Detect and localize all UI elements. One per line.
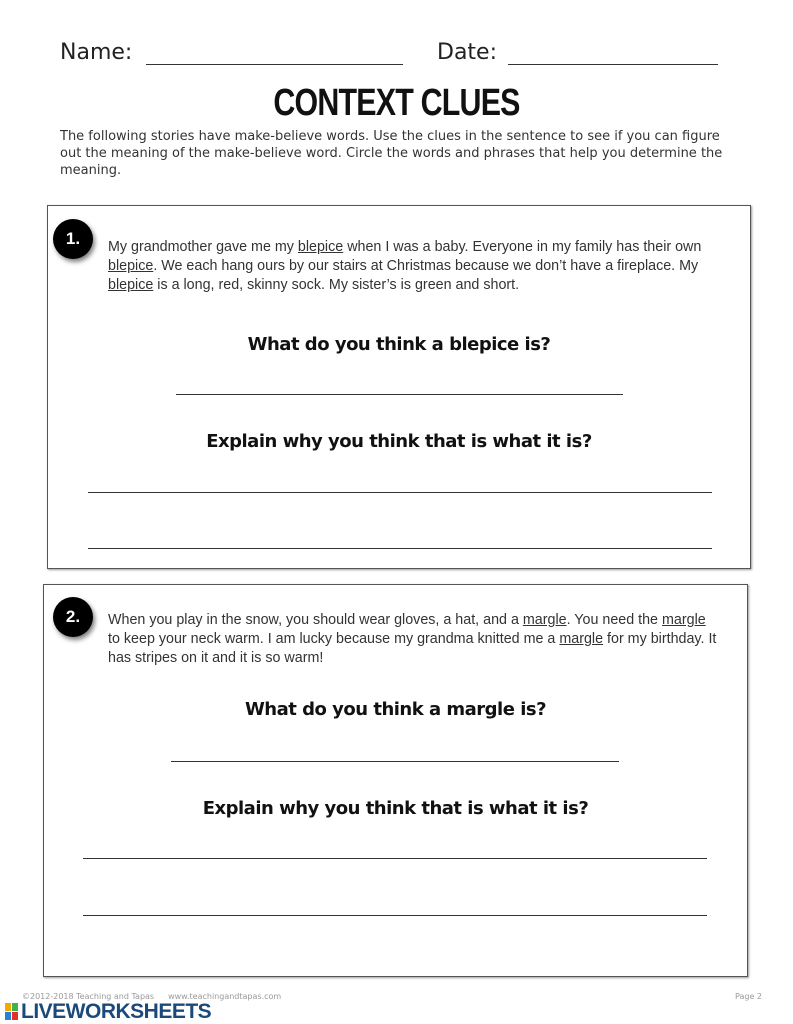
- made-up-word: margle: [522, 612, 567, 628]
- story-segment: is a long, red, skinny sock. My sister’s is green and short.: [153, 277, 520, 293]
- story-box-1: [47, 205, 751, 569]
- answer-line-explain-2[interactable]: [88, 548, 712, 549]
- made-up-word: blepice: [108, 258, 154, 274]
- section-number-badge: 1.: [53, 219, 93, 259]
- story-text: [108, 611, 718, 668]
- made-up-word: margle: [559, 631, 604, 647]
- made-up-word: blepice: [108, 277, 154, 293]
- name-field[interactable]: [146, 64, 403, 65]
- date-field[interactable]: [508, 64, 718, 65]
- website-link: www.teachingandtapas.com: [168, 992, 282, 1001]
- question-meaning: What do you think a margle is?: [244, 699, 547, 720]
- story-box-2: [43, 584, 748, 977]
- liveworksheets-brand[interactable]: LIVEWORKSHEETS: [21, 1000, 212, 1023]
- instructions: The following stories have make-believe words. Use the clues in the sentence to see if you can figure out the meaning of the make-believe word. Circle the words and phrases that help you determine the meaning.: [60, 129, 723, 178]
- made-up-word: margle: [662, 612, 706, 628]
- answer-line-explain-1[interactable]: [88, 492, 712, 493]
- copyright: ©2012-2018 Teaching and Tapas: [22, 992, 155, 1001]
- liveworksheets-logo-icon: [5, 1003, 19, 1021]
- date-label: Date:: [437, 40, 497, 65]
- made-up-word: blepice: [297, 239, 344, 255]
- page-title: CONTEXT CLUES: [273, 82, 520, 124]
- answer-line-meaning[interactable]: [171, 761, 619, 762]
- story-segment: . We each hang ours by our stairs at Christmas because we don’t have a fireplace. My: [153, 258, 699, 274]
- story-text: [108, 238, 708, 295]
- question-explain: Explain why you think that is what it is?: [202, 798, 589, 819]
- section-number-badge: 2.: [53, 597, 93, 637]
- story-segment: when I was a baby. Everyone in my family has their own: [343, 239, 702, 255]
- story-segment: My grandmother gave me my: [108, 239, 298, 255]
- question-meaning: What do you think a blepice is?: [247, 334, 551, 355]
- story-segment: to keep your neck warm. I am lucky because my grandma knitted me a: [108, 631, 560, 647]
- page-number: Page 2: [735, 992, 762, 1001]
- answer-line-meaning[interactable]: [176, 394, 623, 395]
- story-segment: . You need the: [566, 612, 662, 628]
- answer-line-explain-2[interactable]: [83, 915, 707, 916]
- answer-line-explain-1[interactable]: [83, 858, 707, 859]
- name-label: Name:: [60, 40, 133, 65]
- question-explain: Explain why you think that is what it is?: [206, 431, 592, 452]
- story-segment: for my birthday. It has stripes on it and it is so warm!: [108, 631, 717, 666]
- story-segment: When you play in the snow, you should wear gloves, a hat, and a: [108, 612, 523, 628]
